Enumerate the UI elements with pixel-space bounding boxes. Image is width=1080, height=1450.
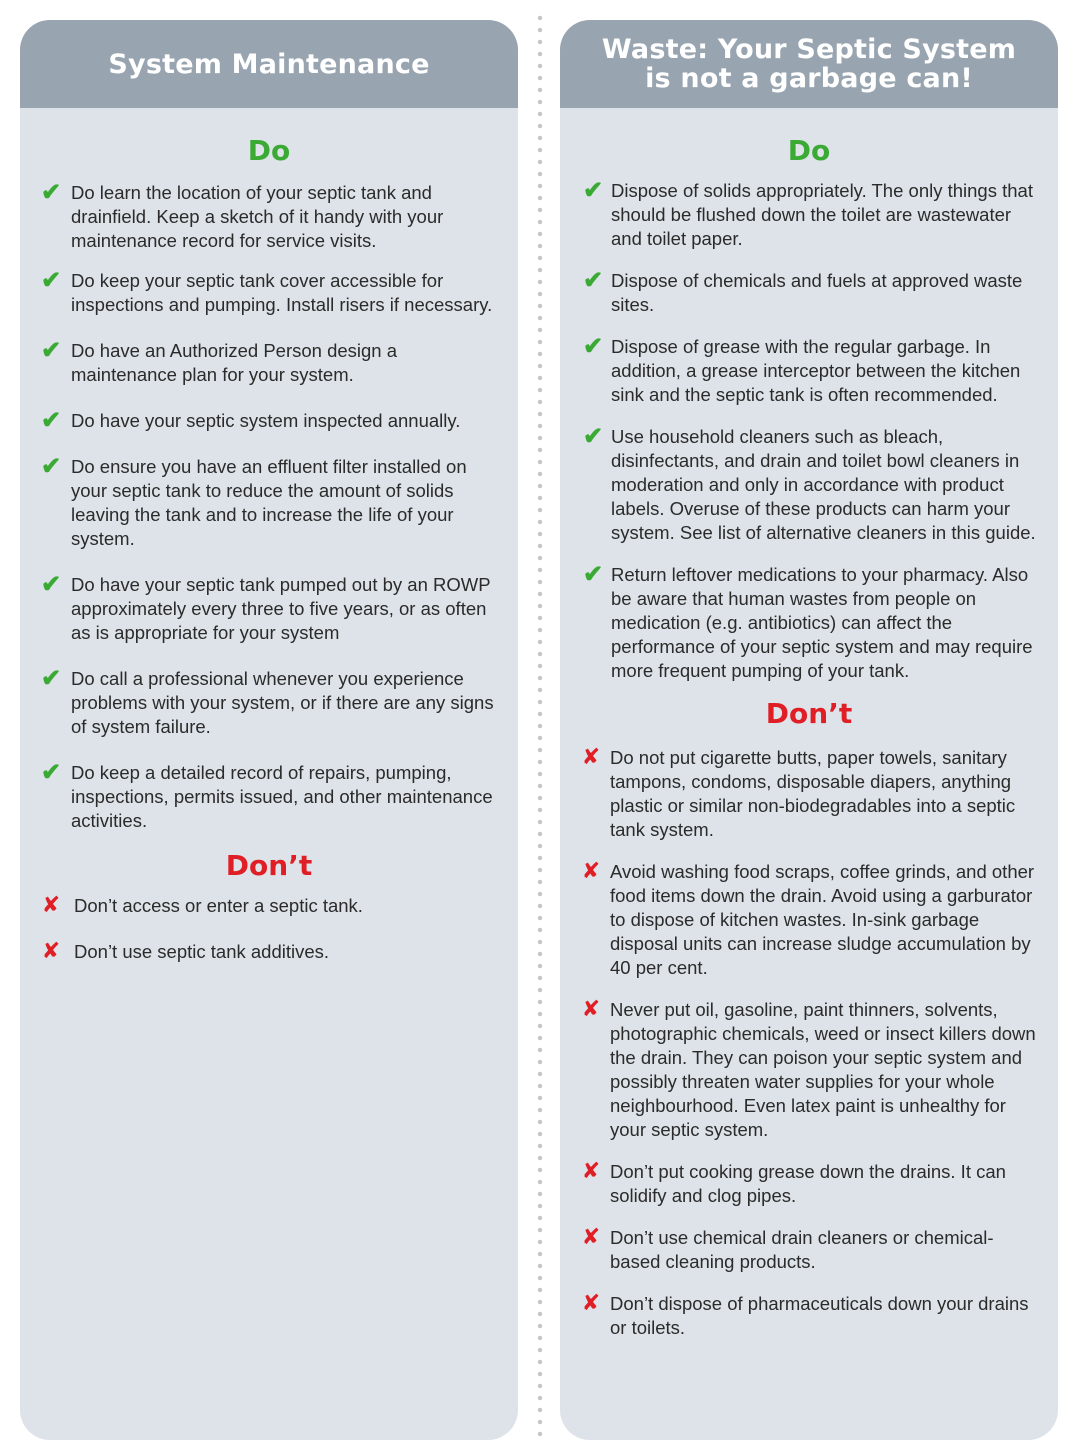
dont-heading: Don’t bbox=[225, 849, 313, 882]
check-icon: ✔ bbox=[40, 571, 62, 598]
list-item: ✔ Use household cleaners such as bleach, disinfectants, and drain and toilet bowl cleaners in moderation and only in accordance with product labels. Overuse of these products can harm your system. See list of alternative cleaners in this guide. bbox=[580, 425, 1040, 545]
list-item: ✔ Do ensure you have an effluent filter installed on your septic tank to reduce the amount of solids leaving the tank and to increase the life of your system. bbox=[38, 455, 500, 551]
do-list bbox=[20, 181, 518, 833]
dont-heading: Don’t bbox=[765, 697, 853, 730]
panel-title-line-1: Waste: Your Septic System bbox=[601, 34, 1017, 65]
waste-panel bbox=[560, 20, 1058, 1440]
x-icon: ✘ bbox=[581, 997, 601, 1022]
panel-header bbox=[560, 20, 1058, 108]
dont-list bbox=[560, 746, 1058, 1340]
list-item: ✔ Do have your septic system inspected annually. bbox=[38, 409, 500, 433]
list-item: ✔ Do have an Authorized Person design a maintenance plan for your system. bbox=[38, 339, 500, 387]
x-icon: ✘ bbox=[581, 1225, 601, 1250]
check-icon: ✔ bbox=[582, 423, 604, 450]
list-item: ✘ Don’t use septic tank additives. bbox=[38, 940, 500, 964]
do-heading: Do bbox=[247, 134, 291, 167]
check-icon: ✔ bbox=[582, 267, 604, 294]
list-item: ✘ Don’t use chemical drain cleaners or chemical-based cleaning products. bbox=[578, 1226, 1042, 1274]
check-icon: ✔ bbox=[40, 453, 62, 480]
list-item: ✔ Do keep your septic tank cover accessible for inspections and pumping. Install risers if necessary. bbox=[38, 269, 500, 317]
x-icon: ✘ bbox=[581, 745, 601, 770]
dotted-divider bbox=[537, 12, 543, 1442]
do-heading: Do bbox=[787, 134, 831, 167]
check-icon: ✔ bbox=[40, 407, 62, 434]
list-item: ✔ Dispose of grease with the regular garbage. In addition, a grease interceptor between the kitchen sink and the septic tank is often recommended. bbox=[580, 335, 1040, 407]
list-item: ✔ Do call a professional whenever you experience problems with your system, or if there are any signs of system failure. bbox=[38, 667, 500, 739]
list-item: ✘ Don’t put cooking grease down the drains. It can solidify and clog pipes. bbox=[578, 1160, 1042, 1208]
list-item: ✘ Don’t dispose of pharmaceuticals down your drains or toilets. bbox=[578, 1292, 1042, 1340]
panel-header bbox=[20, 20, 518, 108]
list-item: ✘ Do not put cigarette butts, paper towels, sanitary tampons, condoms, disposable diapers, anything plastic or similar non-biodegradables into a septic tank system. bbox=[578, 746, 1042, 842]
check-icon: ✔ bbox=[582, 177, 604, 204]
check-icon: ✔ bbox=[40, 665, 62, 692]
panel-title-line-2: is not a garbage can! bbox=[645, 63, 973, 94]
check-icon: ✔ bbox=[40, 337, 62, 364]
list-item: ✔ Dispose of chemicals and fuels at approved waste sites. bbox=[580, 269, 1040, 317]
list-item: ✘ Avoid washing food scraps, coffee grinds, and other food items down the drain. Avoid using a garburator to dispose of kitchen wastes. In-sink garbage disposal units can increase sludge accumulation by 40 per cent. bbox=[578, 860, 1042, 980]
check-icon: ✔ bbox=[582, 561, 604, 588]
x-icon: ✘ bbox=[41, 893, 61, 918]
list-item: ✔ Do have your septic tank pumped out by an ROWP approximately every three to five years, or as often as is appropriate for your system bbox=[38, 573, 500, 645]
list-item: ✔ Return leftover medications to your pharmacy. Also be aware that human wastes from people on medication (e.g. antibiotics) can affect the performance of your septic system and may require more frequent pumping of your tank. bbox=[580, 563, 1040, 683]
check-icon: ✔ bbox=[40, 267, 62, 294]
system-maintenance-panel bbox=[20, 20, 518, 1440]
check-icon: ✔ bbox=[40, 759, 62, 786]
list-item: ✔ Dispose of solids appropriately. The only things that should be flushed down the toilet are wastewater and toilet paper. bbox=[580, 179, 1040, 251]
dont-list bbox=[20, 894, 518, 964]
check-icon: ✔ bbox=[40, 179, 62, 206]
panel-title: System Maintenance bbox=[108, 48, 430, 80]
do-list bbox=[560, 179, 1058, 683]
list-item: ✔ Do learn the location of your septic tank and drainfield. Keep a sketch of it handy with your maintenance record for service visits. bbox=[38, 181, 500, 253]
list-item: ✔ Do keep a detailed record of repairs, pumping, inspections, permits issued, and other maintenance activities. bbox=[38, 761, 500, 833]
check-icon: ✔ bbox=[582, 333, 604, 360]
list-item: ✘ Never put oil, gasoline, paint thinners, solvents, photographic chemicals, weed or insect killers down the drain. They can poison your septic system and possibly threaten water supplies for your whole neighbourhood. Even latex paint is unhealthy for your septic system. bbox=[578, 998, 1042, 1142]
x-icon: ✘ bbox=[581, 859, 601, 884]
x-icon: ✘ bbox=[41, 939, 61, 964]
list-item: ✘ Don’t access or enter a septic tank. bbox=[38, 894, 500, 918]
x-icon: ✘ bbox=[581, 1291, 601, 1316]
x-icon: ✘ bbox=[581, 1159, 601, 1184]
